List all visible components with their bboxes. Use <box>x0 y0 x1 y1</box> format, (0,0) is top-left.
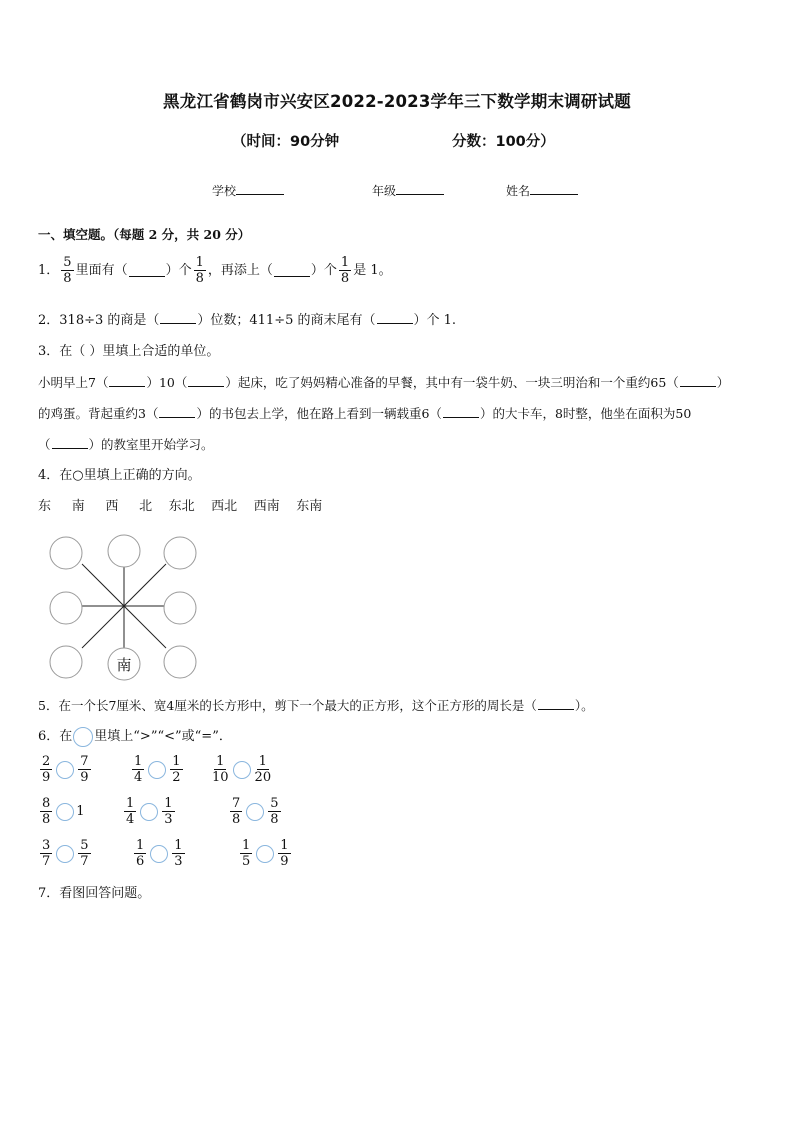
fraction <box>172 838 184 869</box>
denominator: 8 <box>63 271 72 286</box>
comparison-item <box>210 754 273 785</box>
compare-circle[interactable] <box>256 845 274 863</box>
numerator: 3 <box>42 838 51 853</box>
numerator: 1 <box>126 796 135 811</box>
comparison-item <box>38 754 93 785</box>
q1-text: ）个 <box>165 262 192 278</box>
q6-text: 6．在 <box>38 729 73 744</box>
numerator: 1 <box>280 838 289 853</box>
numerator: 1 <box>258 754 267 769</box>
compare-circle[interactable] <box>150 845 168 863</box>
comparison-item <box>130 754 185 785</box>
fraction <box>40 838 52 869</box>
grade-field[interactable] <box>372 182 444 199</box>
fraction <box>78 754 90 785</box>
q1-text: 里面有（ <box>75 262 128 278</box>
fraction <box>170 754 182 785</box>
fraction <box>230 796 242 827</box>
numerator: 8 <box>42 796 51 811</box>
fraction <box>132 754 144 785</box>
exam-score: 分数：100分） <box>452 134 555 150</box>
school-label: 学校 <box>212 184 237 198</box>
question-6-title <box>38 727 232 747</box>
denominator: 9 <box>280 854 289 869</box>
comparison-item <box>238 838 293 869</box>
circle-icon <box>73 727 93 747</box>
q3-text: ）起床，吃了妈妈精心准备的早餐，其中有一袋牛奶、一块三明治和一个重约65（ <box>225 375 679 390</box>
answer-circle[interactable] <box>164 592 196 624</box>
answer-circle[interactable] <box>108 535 140 567</box>
page-title: 黑龙江省鹤岗市兴安区2022-2023学年三下数学期末调研试题 <box>163 92 631 111</box>
q1-text: ，再添上（ <box>207 262 273 278</box>
comparison-item <box>38 796 85 827</box>
question-1 <box>38 255 392 286</box>
direction-word: 东南 <box>296 499 323 514</box>
denominator: 8 <box>340 271 350 286</box>
section-title: 一、填空题。（每题 2 分，共 20 分） <box>38 227 251 242</box>
fraction <box>278 838 290 869</box>
fraction <box>194 255 206 286</box>
numerator: 1 <box>242 838 251 853</box>
q2-text: ）位数；411÷5 的商末尾有（ <box>197 313 376 328</box>
direction-word: 东 <box>38 499 52 514</box>
numerator: 1 <box>195 255 204 270</box>
answer-circle[interactable] <box>50 592 82 624</box>
school-field[interactable] <box>212 182 284 199</box>
question-3-line-3 <box>38 436 214 454</box>
fraction <box>339 255 351 286</box>
denominator: 3 <box>164 812 173 827</box>
answer-blank[interactable] <box>159 406 195 418</box>
q1-text: 是 1。 <box>353 262 392 278</box>
given-direction-label: 南 <box>116 656 132 674</box>
denominator: 6 <box>136 854 145 869</box>
denominator: 8 <box>195 271 204 286</box>
answer-blank[interactable] <box>538 698 574 710</box>
comparison-item <box>38 838 93 869</box>
denominator: 7 <box>80 854 89 869</box>
denominator: 7 <box>42 854 51 869</box>
fraction <box>78 838 90 869</box>
question-5 <box>38 697 594 715</box>
question-3-line-1 <box>38 374 729 392</box>
denominator: 8 <box>42 812 51 827</box>
answer-circle[interactable] <box>164 537 196 569</box>
fraction <box>40 796 52 827</box>
question-7-title: 7．看图回答问题。 <box>38 886 151 901</box>
answer-blank[interactable] <box>109 375 145 387</box>
whole-number: 1 <box>76 804 85 819</box>
q3-text: ） <box>716 375 730 390</box>
fraction <box>124 796 136 827</box>
answer-blank[interactable] <box>443 406 479 418</box>
fraction <box>134 838 146 869</box>
denominator: 9 <box>42 770 51 785</box>
answer-blank[interactable] <box>188 375 224 387</box>
question-3-line-2 <box>38 405 691 423</box>
direction-word: 西北 <box>211 499 238 514</box>
name-field[interactable] <box>506 182 578 199</box>
fraction <box>255 754 272 785</box>
fraction <box>40 754 52 785</box>
q6-text: 里填上“>”“<”或“=”． <box>94 729 232 744</box>
compass-diagram <box>44 533 204 683</box>
denominator: 3 <box>174 854 183 869</box>
q1-text: ）个 <box>310 262 337 278</box>
q5-text: 5．在一个长7厘米、宽4厘米的长方形中，剪下一个最大的正方形，这个正方形的周长是（ <box>38 698 537 713</box>
fraction <box>61 255 73 286</box>
q3-text: 小明早上7（ <box>38 375 109 390</box>
q3-text: ）的书包去上学，他在路上看到一辆载重6（ <box>196 406 442 421</box>
fraction <box>212 754 229 785</box>
numerator: 5 <box>63 255 72 270</box>
numerator: 2 <box>42 754 51 769</box>
denominator: 5 <box>242 854 251 869</box>
answer-circle[interactable] <box>164 646 196 678</box>
school-blank[interactable] <box>236 182 284 195</box>
numerator: 1 <box>340 255 350 270</box>
fraction <box>162 796 174 827</box>
q3-text: ）的大卡车，8时整，他坐在面积为50 <box>479 406 692 421</box>
compare-circle[interactable] <box>233 761 251 779</box>
answer-blank[interactable] <box>377 312 413 324</box>
denominator: 20 <box>254 770 272 785</box>
answer-blank[interactable] <box>129 265 165 277</box>
numerator: 5 <box>270 796 279 811</box>
denominator: 8 <box>270 812 279 827</box>
exam-time: （时间：90分钟 <box>232 134 340 150</box>
numerator: 7 <box>232 796 241 811</box>
fraction <box>268 796 280 827</box>
direction-word: 西南 <box>253 499 280 514</box>
direction-options <box>38 498 322 516</box>
answer-blank[interactable] <box>160 312 196 324</box>
compare-circle[interactable] <box>246 803 264 821</box>
grade-blank[interactable] <box>396 182 444 195</box>
answer-circle[interactable] <box>50 537 82 569</box>
numerator: 5 <box>80 838 89 853</box>
comparison-item <box>132 838 187 869</box>
numerator: 1 <box>216 754 225 769</box>
denominator: 10 <box>212 770 229 785</box>
denominator: 4 <box>134 770 143 785</box>
q2-text: 2．318÷3 的商是（ <box>38 313 160 328</box>
denominator: 8 <box>232 812 241 827</box>
numerator: 1 <box>136 838 145 853</box>
numerator: 1 <box>134 754 143 769</box>
q5-text: ）。 <box>574 698 594 713</box>
answer-circle[interactable] <box>50 646 82 678</box>
compare-circle[interactable] <box>56 803 74 821</box>
denominator: 2 <box>172 770 181 785</box>
fraction <box>240 838 252 869</box>
direction-word: 北 <box>139 499 153 514</box>
q3-text: 的鸡蛋。背起重约3（ <box>38 406 159 421</box>
answer-blank[interactable] <box>274 265 310 277</box>
question-2 <box>38 312 456 330</box>
numerator: 7 <box>80 754 89 769</box>
direction-word: 南 <box>71 499 85 514</box>
grade-label: 年级 <box>372 184 397 198</box>
compare-circle[interactable] <box>56 761 74 779</box>
q3-text: ）10（ <box>146 375 188 390</box>
numerator: 1 <box>164 796 173 811</box>
comparison-item <box>228 796 283 827</box>
direction-word: 西 <box>105 499 119 514</box>
q3-text: ）的教室里开始学习。 <box>88 437 214 452</box>
numerator: 1 <box>174 838 183 853</box>
compare-circle[interactable] <box>56 845 74 863</box>
question-4-title: 4．在○里填上正确的方向。 <box>38 468 201 483</box>
numerator: 1 <box>172 754 181 769</box>
q2-text: ）个 1. <box>413 313 457 328</box>
q3-text: （ <box>38 437 51 452</box>
q1-number: 1． <box>38 262 60 278</box>
direction-word: 东北 <box>168 499 195 514</box>
question-3-title: 3．在（ ）里填上合适的单位。 <box>38 344 220 359</box>
compare-circle[interactable] <box>148 761 166 779</box>
compare-circle[interactable] <box>140 803 158 821</box>
comparison-item <box>122 796 177 827</box>
answer-blank[interactable] <box>680 375 716 387</box>
answer-blank[interactable] <box>52 437 88 449</box>
denominator: 9 <box>80 770 89 785</box>
name-label: 姓名 <box>506 184 531 198</box>
name-blank[interactable] <box>530 182 578 195</box>
denominator: 4 <box>126 812 135 827</box>
